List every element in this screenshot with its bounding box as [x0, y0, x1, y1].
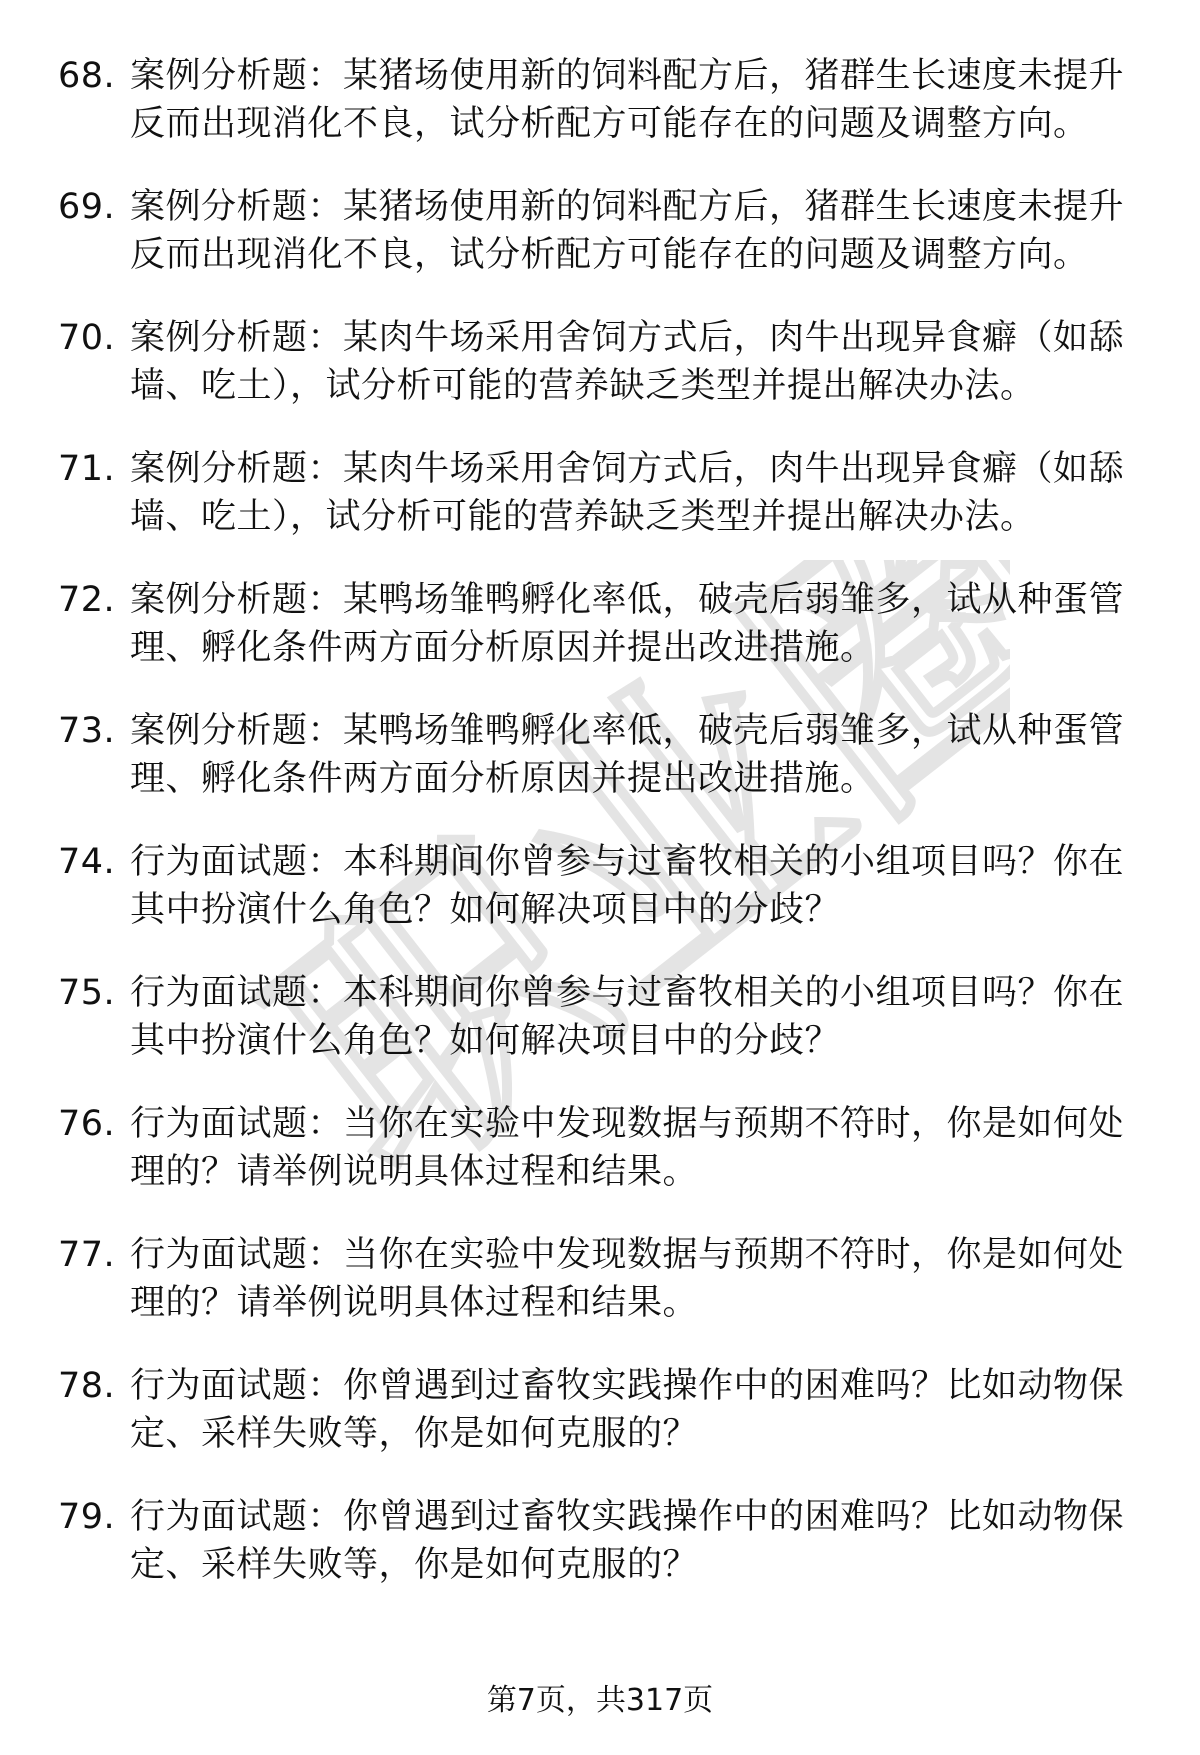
question-item: [58, 838, 1148, 969]
page-footer: 第7页，共317页: [486, 1683, 714, 1718]
question-item: [58, 969, 1148, 1100]
question-text: 行为面试题：当你在实验中发现数据与预期不符时，你是如何处理的？请举例说明具体过程和结果。: [130, 1235, 1125, 1323]
question-item: [58, 183, 1148, 314]
question-number: 79.: [58, 1497, 116, 1537]
question-text: 案例分析题：某鸭场雏鸭孵化率低，破壳后弱雏多，试从种蛋管理、孵化条件两方面分析原因并提出改进措施。: [130, 711, 1125, 799]
question-number: 78.: [58, 1366, 116, 1406]
question-item: [58, 1493, 1148, 1624]
question-text: 行为面试题：当你在实验中发现数据与预期不符时，你是如何处理的？请举例说明具体过程和结果。: [130, 1104, 1125, 1192]
question-text: 行为面试题：你曾遇到过畜牧实践操作中的困难吗？比如动物保定、采样失败等，你是如何克服的？: [130, 1366, 1125, 1454]
question-item: [58, 1231, 1148, 1362]
question-item: [58, 1362, 1148, 1493]
watermark-text: 职业圈: [250, 560, 1010, 1243]
question-text: 案例分析题：某肉牛场采用舍饲方式后，肉牛出现异食癖（如舔墙、吃土），试分析可能的营养缺乏类型并提出解决办法。: [130, 449, 1125, 537]
question-list: [58, 52, 1148, 1624]
question-text: 行为面试题：本科期间你曾参与过畜牧相关的小组项目吗？你在其中扮演什么角色？如何解决项目中的分歧？: [130, 842, 1125, 930]
question-text: 行为面试题：你曾遇到过畜牧实践操作中的困难吗？比如动物保定、采样失败等，你是如何克服的？: [130, 1497, 1125, 1585]
question-number: 75.: [58, 973, 116, 1013]
question-number: 71.: [58, 449, 116, 489]
question-number: 73.: [58, 711, 116, 751]
question-text: 案例分析题：某肉牛场采用舍饲方式后，肉牛出现异食癖（如舔墙、吃土），试分析可能的营养缺乏类型并提出解决办法。: [130, 318, 1125, 406]
question-item: [58, 707, 1148, 838]
question-number: 77.: [58, 1235, 116, 1275]
question-text: 案例分析题：某鸭场雏鸭孵化率低，破壳后弱雏多，试从种蛋管理、孵化条件两方面分析原因并提出改进措施。: [130, 580, 1125, 668]
question-number: 69.: [58, 187, 116, 227]
question-item: [58, 445, 1148, 576]
question-number: 74.: [58, 842, 116, 882]
question-number: 72.: [58, 580, 116, 620]
question-number: 76.: [58, 1104, 116, 1144]
question-item: [58, 52, 1148, 183]
question-item: [58, 576, 1148, 707]
question-number: 70.: [58, 318, 116, 358]
question-item: [58, 314, 1148, 445]
question-item: [58, 1100, 1148, 1231]
question-number: 68.: [58, 56, 116, 96]
question-text: 案例分析题：某猪场使用新的饲料配方后，猪群生长速度未提升反而出现消化不良，试分析配方可能存在的问题及调整方向。: [130, 56, 1125, 144]
question-text: 案例分析题：某猪场使用新的饲料配方后，猪群生长速度未提升反而出现消化不良，试分析配方可能存在的问题及调整方向。: [130, 187, 1125, 275]
question-text: 行为面试题：本科期间你曾参与过畜牧相关的小组项目吗？你在其中扮演什么角色？如何解决项目中的分歧？: [130, 973, 1125, 1061]
